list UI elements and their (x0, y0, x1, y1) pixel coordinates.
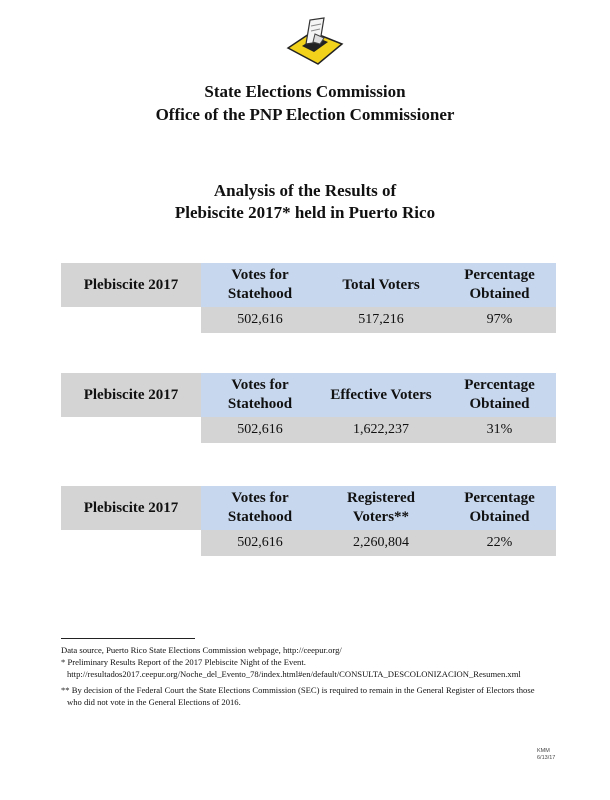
statehood-votes-value: 502,616 (201, 417, 319, 443)
votes-for-statehood-header: Votes for Statehood (201, 263, 319, 307)
table-value-row (61, 417, 556, 443)
percentage-obtained-header: Percentage Obtained (443, 263, 556, 307)
signature-date: 6/13/17 (537, 755, 556, 761)
row-label: Plebiscite 2017 (61, 263, 201, 307)
row-label: Plebiscite 2017 (61, 373, 201, 417)
total-voters-header: Total Voters (319, 263, 443, 307)
ballot-box-icon (284, 14, 344, 66)
registered-voters-header: Registered Voters** (319, 486, 443, 530)
table-header-row (61, 373, 556, 417)
footnote-divider (61, 638, 195, 639)
percentage-value: 31% (443, 417, 556, 443)
total-voters-value: 517,216 (319, 307, 443, 333)
table-value-row (61, 530, 556, 556)
results-table-effective-voters (61, 373, 556, 443)
analysis-title-line2: Plebiscite 2017* held in Puerto Rico (174, 203, 436, 222)
table-header-row (61, 486, 556, 530)
table-value-row (61, 307, 556, 333)
row-label: Plebiscite 2017 (61, 486, 201, 530)
preliminary-results-note: * Preliminary Results Report of the 2017 Plebiscite Night of the Event. (61, 657, 306, 667)
signature-initials: KMM (537, 748, 550, 754)
statehood-votes-value: 502,616 (201, 307, 319, 333)
federal-court-note-continued: who did not vote in the General Elections of 2016. (67, 697, 241, 707)
statehood-votes-value: 502,616 (201, 530, 319, 556)
signature-mark (537, 748, 555, 762)
commission-header (0, 80, 610, 126)
percentage-obtained-header: Percentage Obtained (443, 373, 556, 417)
percentage-value: 22% (443, 530, 556, 556)
votes-for-statehood-header: Votes for Statehood (201, 373, 319, 417)
federal-court-note: ** By decision of the Federal Court the State Elections Commission (SEC) is required to remain in the General Register of Electors those (61, 685, 535, 695)
commissioner-office-title: Office of the PNP Election Commissioner (155, 105, 455, 124)
registered-voters-value: 2,260,804 (319, 530, 443, 556)
effective-voters-header: Effective Voters (319, 373, 443, 417)
footnotes (61, 644, 561, 708)
results-table-registered-voters (61, 486, 556, 556)
percentage-value: 97% (443, 307, 556, 333)
results-url: http://resultados2017.ceepur.org/Noche_del_Evento_78/index.html#en/default/CONSULTA_DESCOLONIZACION_Resumen.xml (67, 669, 521, 679)
analysis-title-line1: Analysis of the Results of (213, 181, 397, 200)
commission-title: State Elections Commission (204, 82, 406, 101)
votes-for-statehood-header: Votes for Statehood (201, 486, 319, 530)
table-header-row (61, 263, 556, 307)
analysis-title (0, 180, 610, 224)
effective-voters-value: 1,622,237 (319, 417, 443, 443)
percentage-obtained-header: Percentage Obtained (443, 486, 556, 530)
results-table-total-voters (61, 263, 556, 333)
data-source-note: Data source, Puerto Rico State Elections Commission webpage, http://ceepur.org/ (61, 645, 342, 655)
